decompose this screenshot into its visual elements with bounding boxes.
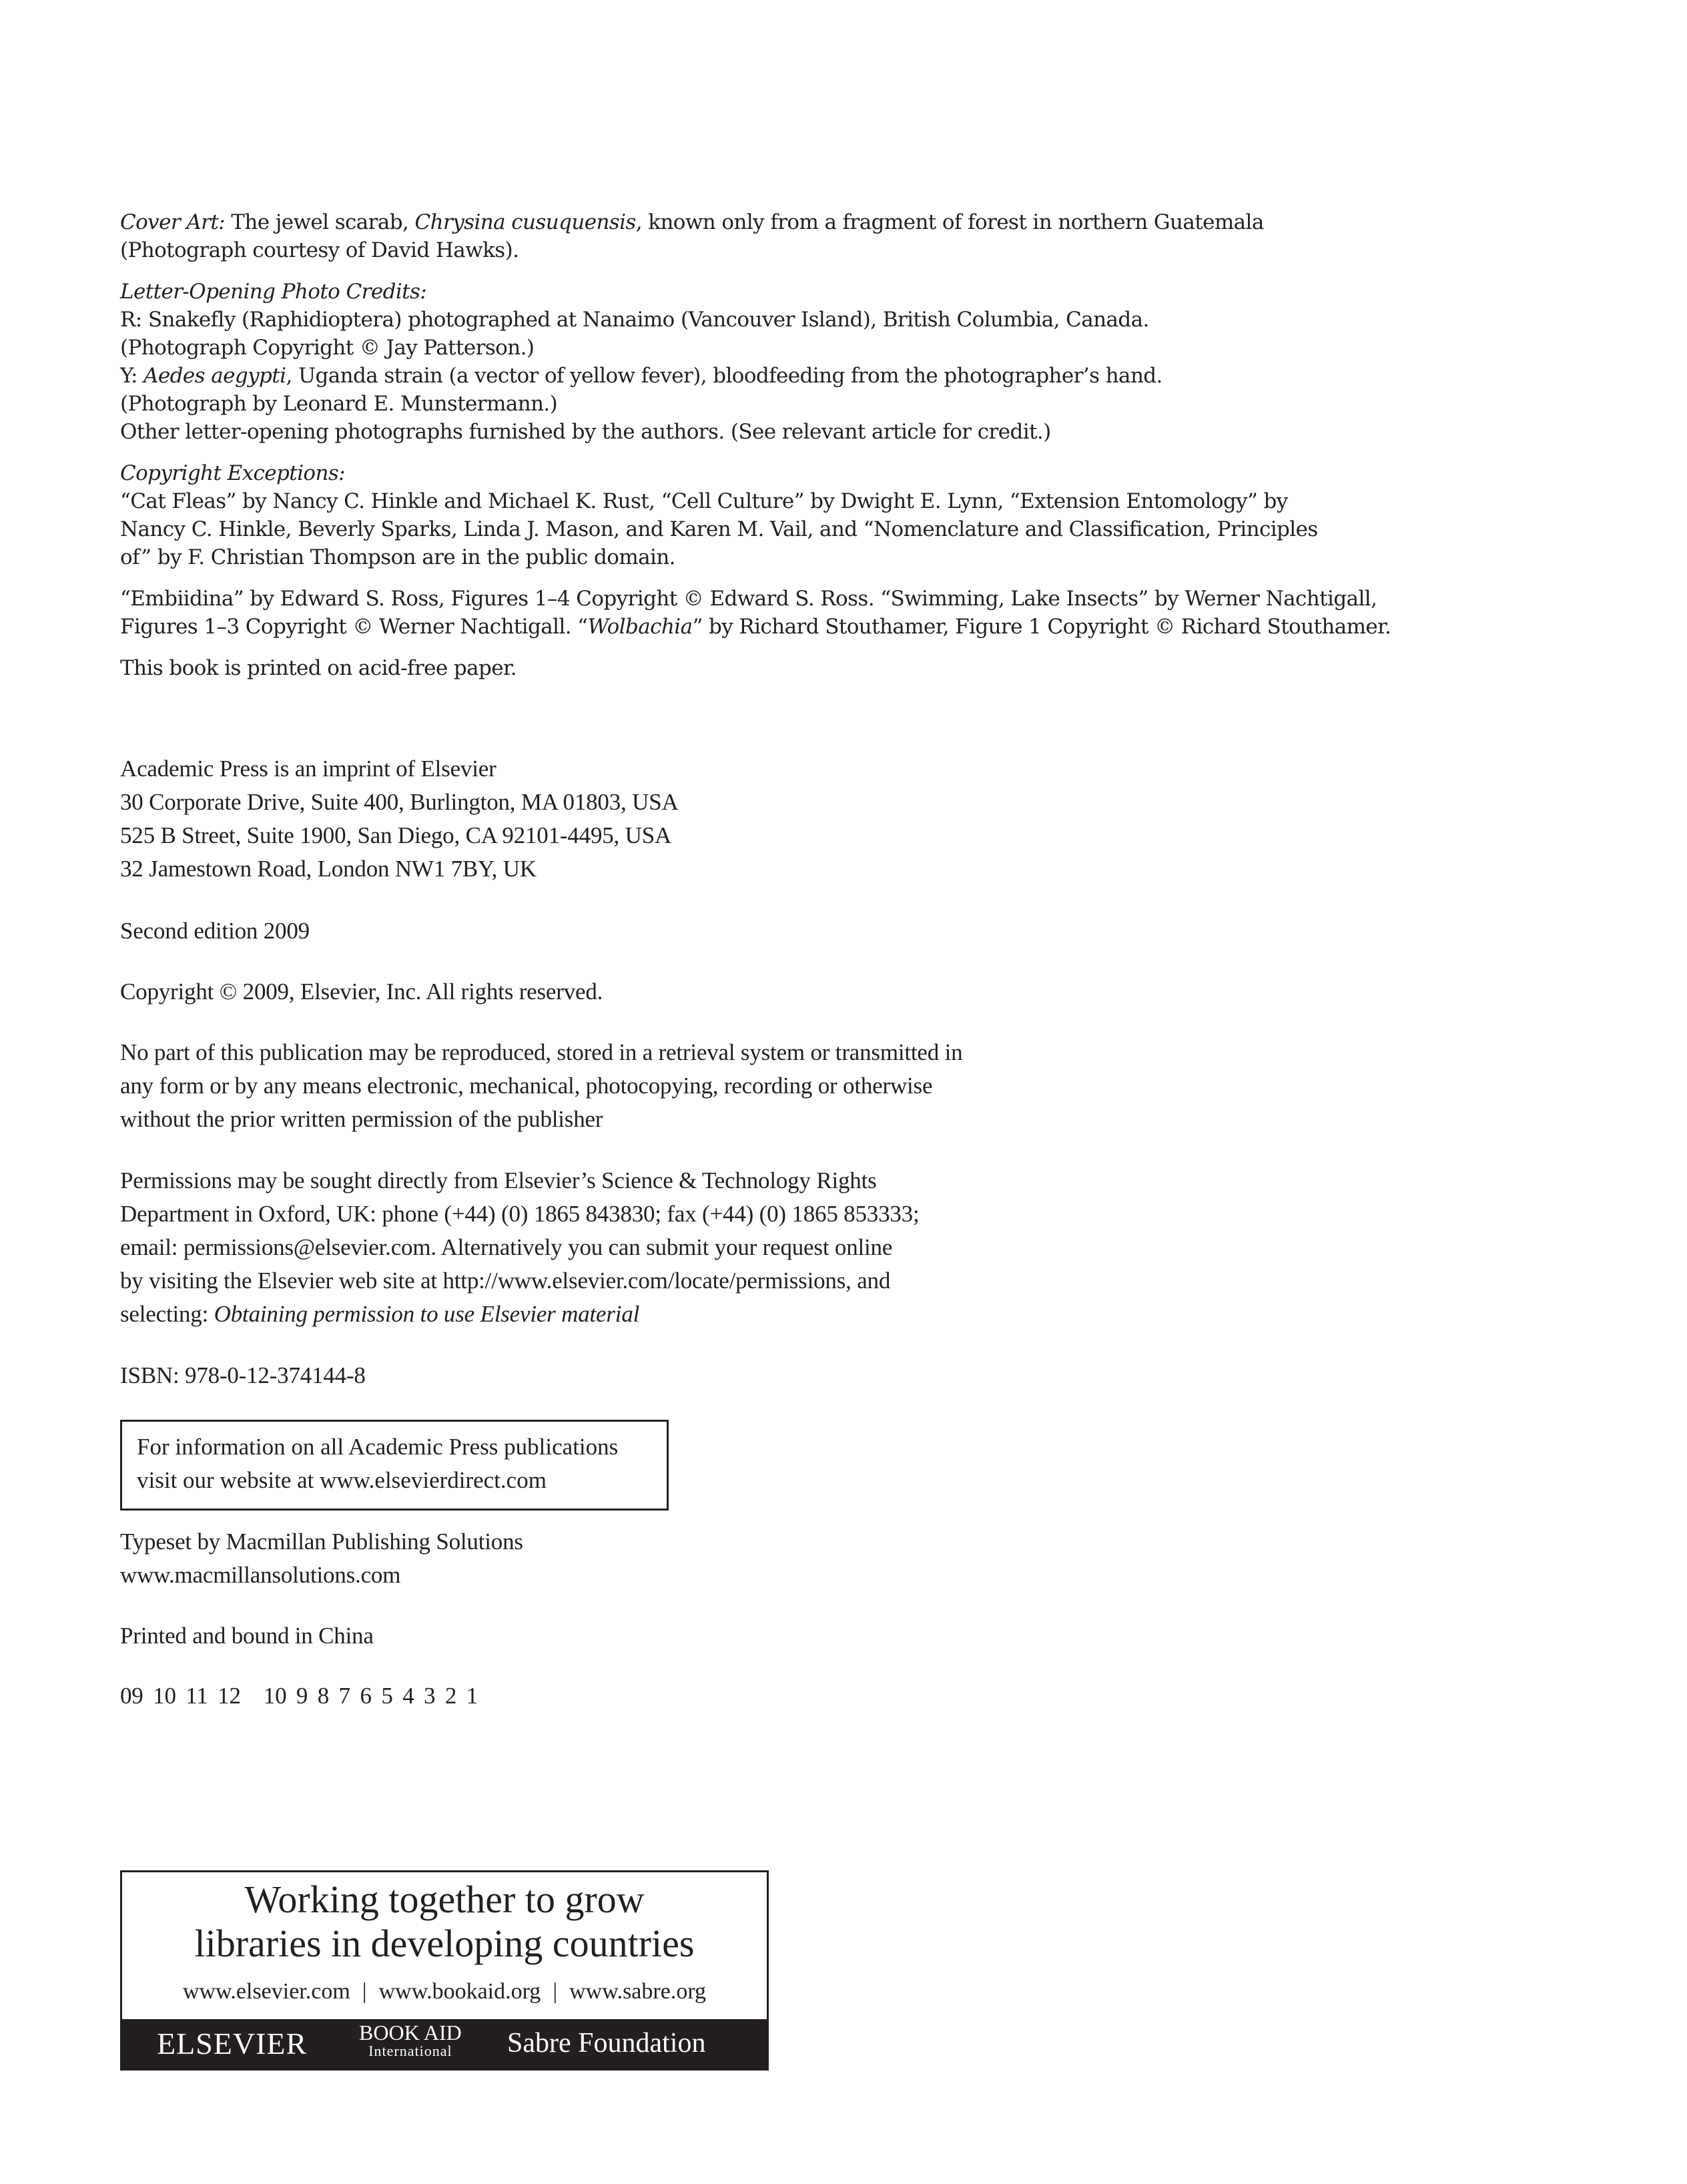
exceptions-line: of” by F. Christian Thompson are in the public domain. (120, 545, 675, 569)
sabre-logo: Sabre Foundation (507, 2028, 706, 2059)
bookaid-link[interactable]: www.bookaid.org (378, 1979, 541, 2004)
banner-headline: Working together to grow libraries in developing countries (194, 1878, 695, 1965)
credits-section (120, 208, 1391, 682)
book-aid-banner (120, 1870, 769, 2071)
print-years: 09 10 11 12 (120, 1683, 241, 1709)
imprint-line: Academic Press is an imprint of Elsevier (120, 756, 496, 782)
letter-y-line: Y: Aedes aegypti, Uganda strain (a vector of yellow fever), bloodfeeding from the photographer’s hand. (120, 364, 1162, 388)
info-box: For information on all Academic Press publications visit our website at www.elsevierdirect.com (120, 1420, 669, 1511)
address-line: 30 Corporate Drive, Suite 400, Burlington, MA 01803, USA (120, 789, 679, 815)
elsevier-link[interactable]: www.elsevier.com (182, 1979, 350, 2004)
acid-free-note: This book is printed on acid-free paper. (120, 656, 517, 680)
isbn: ISBN: 978-0-12-374144-8 (120, 1362, 366, 1388)
letter-opening-heading: Letter-Opening Photo Credits: (120, 280, 427, 304)
exceptions-line: Nancy C. Hinkle, Beverly Sparks, Linda J. Mason, and Karen M. Vail, and “Nomenclature and Classification, Principles (120, 517, 1318, 541)
print-line (120, 1679, 478, 1713)
elsevier-logo: ELSEVIER (157, 2026, 308, 2061)
banner-links (122, 1977, 767, 2006)
permissions-notice: Permissions may be sought directly from Elsevier’s Science & Technology Rights Department in Oxford, UK: phone (+44) (0) 1865 843830; fax (+44) (0) 1865 853333; email: permissions@elsevier.com. Alternatively you can submit your request online by visiting the Elsevier web site at http://www.elsevier.com/locate/permissions, and selecting: Obtaining permission to use Elsevier material (120, 1167, 920, 1327)
exceptions-line: “Cat Fleas” by Nancy C. Hinkle and Michael K. Rust, “Cell Culture” by Dwight E. Lynn, “Extension Entomology” by (120, 489, 1288, 513)
letter-other: Other letter-opening photographs furnished by the authors. (See relevant article for credit.) (120, 420, 1051, 444)
address-line: 525 B Street, Suite 1900, San Diego, CA 92101-4495, USA (120, 822, 672, 848)
reproduction-notice: No part of this publication may be reproduced, stored in a retrieval system or transmitted in any form or by any means electronic, mechanical, photocopying, recording or otherwise without the prior written permission of the publisher (120, 1039, 963, 1132)
copyright-exceptions-heading: Copyright Exceptions: (120, 461, 346, 485)
copyright-line: Copyright © 2009, Elsevier, Inc. All rights reserved. (120, 979, 603, 1005)
letter-y-credit: (Photograph by Leonard E. Munstermann.) (120, 392, 558, 416)
separator: | (362, 1979, 367, 2004)
cover-art-credit: (Photograph courtesy of David Hawks). (120, 238, 519, 262)
figures-line: “Embiidina” by Edward S. Ross, Figures 1–4 Copyright © Edward S. Ross. “Swimming, Lake Insects” by Werner Nachtigall, (120, 587, 1377, 611)
letter-r-credit: (Photograph Copyright © Jay Patterson.) (120, 336, 535, 360)
letter-r-line: R: Snakefly (Raphidioptera) photographed at Nanaimo (Vancouver Island), British Columbia, Canada. (120, 308, 1149, 332)
imprint-section (120, 752, 679, 886)
sabre-link[interactable]: www.sabre.org (569, 1979, 707, 2004)
printed-line: Printed and bound in China (120, 1623, 374, 1649)
edition-line: Second edition 2009 (120, 918, 310, 944)
address-line: 32 Jamestown Road, London NW1 7BY, UK (120, 856, 537, 882)
bookaid-logo: BOOK AID International (359, 2020, 462, 2059)
cover-art-line: Cover Art: The jewel scarab, Chrysina cusuquensis, known only from a fragment of forest in northern Guatemala (120, 210, 1264, 234)
separator: | (553, 1979, 558, 2004)
figures-line: Figures 1–3 Copyright © Werner Nachtigall. “Wolbachia” by Richard Stouthamer, Figure 1 Copyright © Richard Stouthamer. (120, 615, 1391, 639)
print-numbers: 10 9 8 7 6 5 4 3 2 1 (263, 1683, 478, 1709)
typeset-credit: Typeset by Macmillan Publishing Solutions www.macmillansolutions.com (120, 1529, 523, 1588)
logo-bar (122, 2019, 767, 2069)
